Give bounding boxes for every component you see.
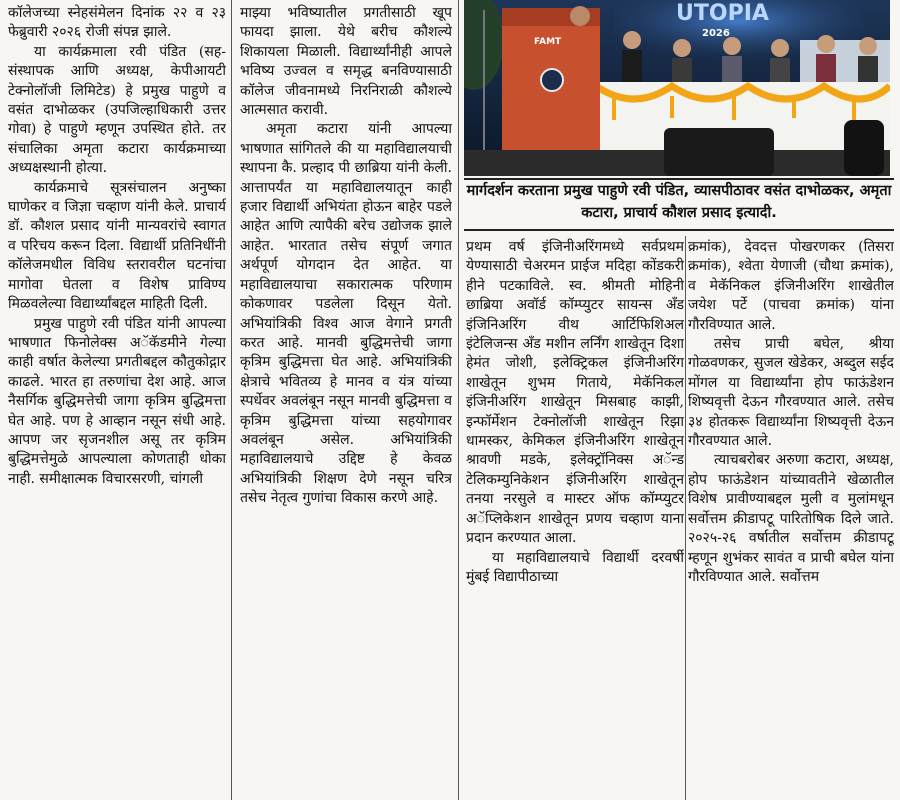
- article-paragraph: तसेच प्राची बघेल, श्रीया गोळवणकर, सुजल खेडेकर, अब्दुल सईद मोंगल या विद्यार्थ्यांना होप फाऊंडेशन शिष्यवृत्ती देऊन गौरवण्यात आले. तसेच ३४ होतकरू विद्यार्थ्यांना शिष्यवृत्ती देऊन गौरवण्यात आले.: [688, 336, 894, 450]
- banner-year: 2026: [702, 28, 730, 39]
- article-paragraph: कार्यक्रमाचे सूत्रसंचालन अनुष्का घाणेकर व जिज्ञा चव्हाण यांनी केले. प्राचार्य डॉ. कौशल प्रसाद यांनी मान्यवरांचे स्वागत व परिचय करून दिला. विद्यार्थी प्रतिनिधींनी कॉलेजमधील विविध स्तरावरील घटनांचा मागोवा घेतला व विशेष प्राविण्य मिळवलेल्या विद्यार्थ्यांबद्दल माहिती दिली.: [8, 179, 226, 313]
- banner-title: UTOPIA: [676, 1, 769, 26]
- caption-bottom-rule: [464, 229, 894, 231]
- stage-photo-illustration: [464, 0, 890, 176]
- article-paragraph: प्रथम वर्ष इंजिनीअरिंगमध्ये सर्वप्रथम येण्यासाठी चेअरमन प्राईज मदिहा कोंडकरी हीने पटकाविले. स्व. श्रीमती मोहिनी छाब्रिया अवॉर्ड कॉम्प्युटर सायन्स अँड इंजिनिअरिंग वीथ आर्टिफिशिअल इंटेलिजन्स अँड मशीन लर्निंग शाखेतून दिशा हेमंत जोशी, इलेक्ट्रिकल इंजिनीअरिंग शाखेतून शुभम गिताये, मेकॅनिकल इंजिनीअरिंग शाखेतून मिसबाह काझी, इन्फॉर्मेशन टेक्नोलॉजी शाखेतून रिझा धामस्कर, केमिकल इंजिनीअरिंग शाखेतून श्रावणी मडके, इलेक्ट्रॉनिक्स अॅन्ड टेलिकम्युनिकेशन इंजिनीअरिंग शाखेतून तनया नरसुले व मास्टर ऑफ कॉम्प्युटर अॅप्लिकेशन शाखेतून प्रणय चव्हाण याना प्रदान करण्यात आला.: [466, 239, 684, 547]
- stage-monitor-speaker: [664, 128, 774, 176]
- article-paragraph: माझ्या भविष्यातील प्रगतीसाठी खूप फायदा झाला. येथे बरीच कौशल्ये शिकायला मिळाली. विद्यार्थ्यांनीही आपले भविष्य उज्वल व समृद्ध बनविण्यासाठी कॉलेज जीवनामध्ये निरनिराळी कौशल्ये आत्मसात करावी.: [240, 5, 452, 119]
- article-column-4: [688, 238, 894, 800]
- article-paragraph: प्रमुख पाहुणे रवी पंडित यांनी आपल्या भाषणात फिनोलेक्स अॅकॅडमीने गेल्या काही वर्षात केलेल्या प्रगतीबद्दल कौतुकोद्गार काढले. भारत हा तरुणांचा देश आहे. आज नैसर्गिक बुद्धिमत्तेची जागा कृत्रिम बुद्धिमत्ता घेत आहे. पण हे आव्हान नसून संधी आहे. आपण जर सृजनशील असू तर कृत्रिम बुद्धिमत्तेमुळे आपल्याला कोणताही धोका नाही. समीक्षात्मक विचारसरणी, चांगली: [8, 315, 226, 487]
- podium-label: FAMT: [534, 37, 562, 47]
- event-photo: [464, 0, 890, 176]
- photo-caption: मार्गदर्शन करताना प्रमुख पाहुणे रवी पंडित, व्यासपीठावर वसंत दाभोळकर, अमृता कटारा, प्राचार्य कौशल प्रसाद इत्यादी.: [466, 183, 892, 221]
- column-divider: [458, 0, 459, 800]
- article-column-3: [466, 238, 684, 800]
- article-paragraph: कॉलेजच्या स्नेहसंमेलन दिनांक २२ व २३ फेब्रुवारी २०२६ रोजी संपन्न झाले.: [8, 5, 226, 41]
- article-paragraph: त्याचबरोबर अरुणा कटारा, अध्यक्ष, होप फाऊंडेशन यांच्यावतीने खेळातील विशेष प्रावीण्याबद्दल मुली व मुलांमधून सर्वोत्तम क्रीडापटू पारितोषिक दिले जाते. २०२५-२६ वर्षातील सर्वोत्तम क्रीडापटू म्हणून शुभंकर सावंत व प्राची बघेल यांना गौरविण्यात आले. सर्वोत्तम: [688, 452, 894, 585]
- article-paragraph: या कार्यक्रमाला रवी पंडित (सह-संस्थापक आणि अध्यक्ष, केपीआयटी टेक्नोलॉजी लिमिटेड) हे प्रमुख पाहुणे व वसंत दाभोळकर (उपजिल्हाधिकारी उत्तर गोवा) हे पाहुणे म्हणून उपस्थित होते. तर संचालिका अमृता कटारा कार्यक्रमाच्या अध्यक्षस्थानी होत्या.: [8, 43, 226, 177]
- article-paragraph: अमृता कटारा यांनी आपल्या भाषणात सांगितले की या महाविद्यालयाची स्थापना कै. प्रल्हाद पी छाब्रिया यांनी केली. आत्तापर्यंत या महाविद्यालयातून काही हजार विद्यार्थी अभियंता होऊन बाहेर पडले आहेत आणि त्यापैकी बरेच उद्योजक झाले आहेत. भारतात तसेच संपूर्ण जगात अर्थपूर्ण योगदान देत आहेत. या महाविद्यालयाचा सकारात्मक परिणाम कोकणावर पडलेला दिसून येतो. अभियांत्रिकी विश्व आज वेगाने प्रगती करत आहे. मानवी बुद्धिमत्तेची जागा कृत्रिम बुद्धिमत्ता घेत आहे. अभियांत्रिकी क्षेत्राचे भवितव्य हे मानव व यंत्र यांच्या स्पर्धेवर अवलंबून नसून मानवी बुद्धिमत्ता व कृत्रिम बुद्धिमत्ता यांच्या सहयोगावर अवलंबून असेल. अभियांत्रिकी महाविद्यालयाचे उद्दिष्ट हे केवळ अभियांत्रिकी शिक्षण देणे नसून चरित्र तसेच नेतृत्व गुणांचा विकास करणे आहे.: [240, 121, 452, 507]
- college-logo-icon: [541, 69, 563, 91]
- article-paragraph: या महाविद्यालयाचे विद्यार्थी दरवर्षी मुंबई विद्यापीठाच्या: [466, 549, 684, 585]
- column-divider: [231, 0, 232, 800]
- article-column-2: [240, 4, 452, 800]
- article-column-1: [8, 4, 226, 800]
- article-paragraph: क्रमांक), देवदत्त पोखरणकर (तिसरा क्रमांक), श्वेता येणाजी (चौथा क्रमांक), व मेकॅनिकल इंजिनीअरिंग शाखेतील जयेश पर्टे (पाचवा क्रमांक) यांना गौरविण्यात आले.: [688, 239, 894, 333]
- column-divider: [685, 236, 686, 800]
